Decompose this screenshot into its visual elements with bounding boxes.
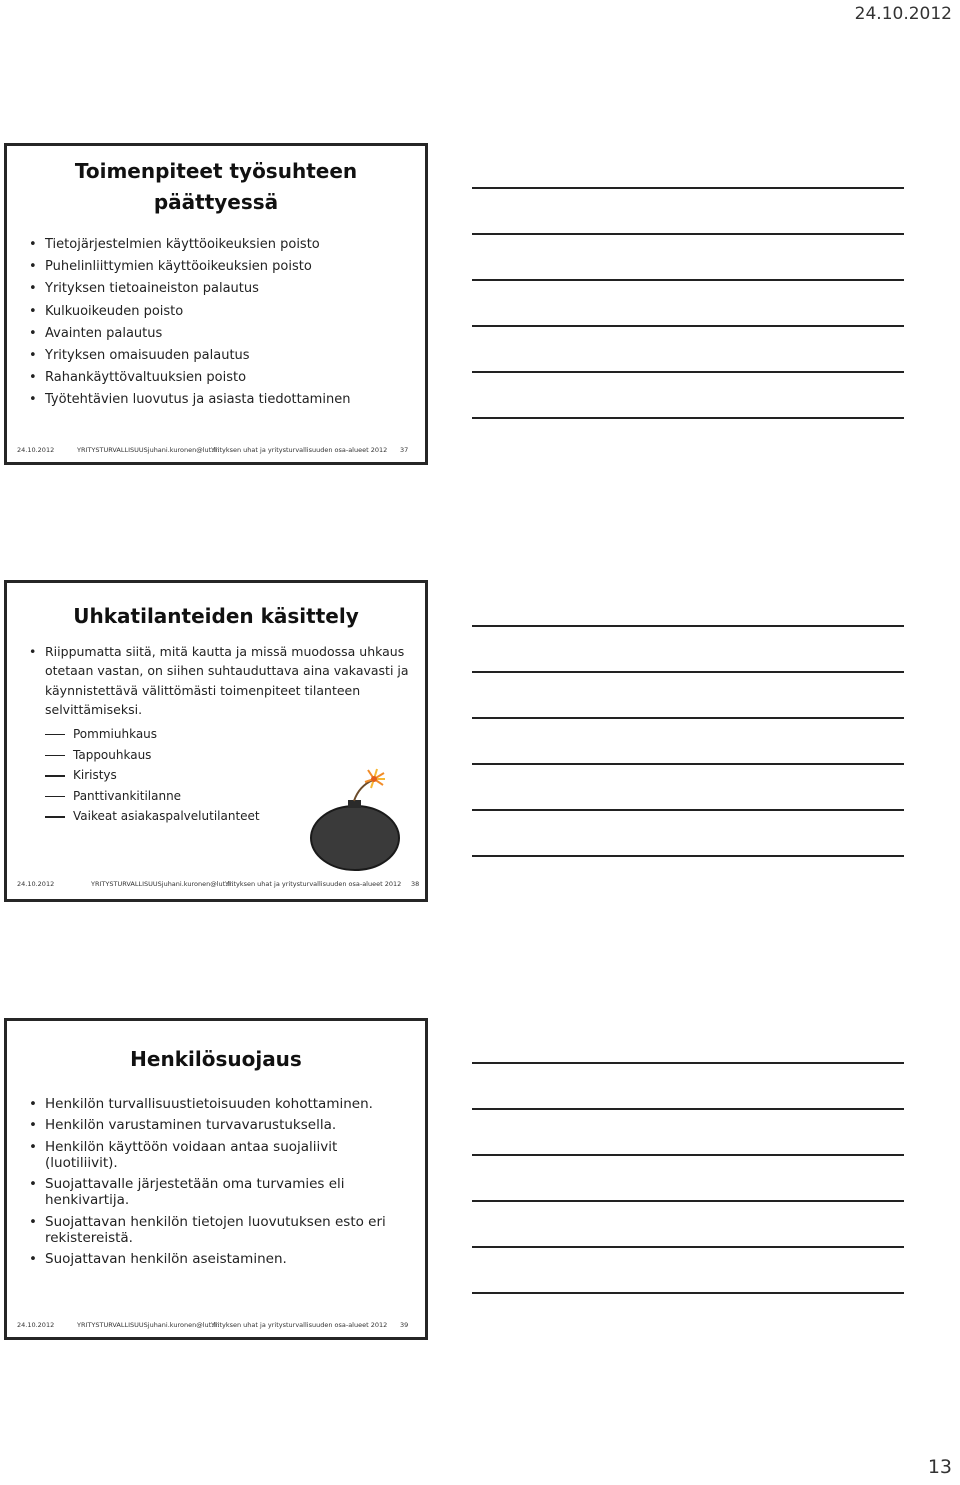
slide-37 bbox=[4, 143, 428, 465]
bullet-item: • Työtehtävien luovutus ja asiasta tiedottaminen bbox=[29, 389, 419, 411]
bullet-item: • Rahankäyttövaltuuksien poisto bbox=[29, 367, 419, 389]
bullet-list bbox=[29, 1096, 409, 1273]
bullet-item: • Suojattavalle järjestetään oma turvamies eli henkivartija. bbox=[29, 1176, 409, 1209]
footer-title: Yrityksen uhat ja yritysturvallisuuden osa-alueet 2012 bbox=[225, 880, 402, 888]
note-line bbox=[472, 1062, 904, 1064]
bullet-item: • Riippumatta siitä, mitä kautta ja missä muodossa uhkaus otetaan vastan, on siihen suhtauduttava aina vakavasti ja käynnistettävä välittömästi toimenpiteet tilanteen selvittämiseksi. bbox=[29, 642, 419, 720]
note-line bbox=[472, 717, 904, 719]
sub-item: Tappouhkaus bbox=[45, 745, 260, 766]
footer-org: YRITYSTURVALLISUUSjuhani.kuronen@lut.fi: bbox=[91, 880, 234, 888]
note-line bbox=[472, 1292, 904, 1294]
note-line bbox=[472, 1108, 904, 1110]
note-line bbox=[472, 809, 904, 811]
footer-org: YRITYSTURVALLISUUSjuhani.kuronen@lut.fi: bbox=[77, 446, 220, 454]
sub-item: Vaikeat asiakaspalvelutilanteet bbox=[45, 806, 260, 827]
slide-title: Uhkatilanteiden käsittely bbox=[73, 604, 359, 628]
slide-title: Henkilösuojaus bbox=[130, 1047, 302, 1071]
footer-date: 24.10.2012 bbox=[17, 1321, 55, 1329]
footer-title: Yrityksen uhat ja yritysturvallisuuden osa-alueet 2012 bbox=[211, 1321, 388, 1329]
slide-title-line-2: päättyessä bbox=[153, 190, 279, 214]
bullet-item: • Kulkuoikeuden poisto bbox=[29, 301, 419, 323]
footer-date: 24.10.2012 bbox=[17, 446, 55, 454]
bullet-item: • Puhelinliittymien käyttöoikeuksien poisto bbox=[29, 256, 419, 278]
note-line bbox=[472, 1154, 904, 1156]
note-line bbox=[472, 279, 904, 281]
note-line bbox=[472, 1246, 904, 1248]
note-line bbox=[472, 187, 904, 189]
bomb-icon bbox=[307, 768, 417, 878]
sub-item: Panttivankitilanne bbox=[45, 786, 260, 807]
slide-title-line-1: Toimenpiteet työsuhteen bbox=[74, 159, 358, 183]
note-line bbox=[472, 325, 904, 327]
page-number: 13 bbox=[927, 1456, 952, 1478]
footer-title: Yrityksen uhat ja yritysturvallisuuden osa-alueet 2012 bbox=[211, 446, 388, 454]
bullet-item: • Suojattavan henkilön aseistaminen. bbox=[29, 1251, 409, 1267]
note-line bbox=[472, 855, 904, 857]
slide-39 bbox=[4, 1018, 428, 1340]
note-line bbox=[472, 671, 904, 673]
bullet-item: • Tietojärjestelmien käyttöoikeuksien poisto bbox=[29, 234, 419, 256]
sub-item: Kiristys bbox=[45, 765, 260, 786]
footer-date: 24.10.2012 bbox=[17, 880, 55, 888]
note-line bbox=[472, 625, 904, 627]
footer-slide-number: 37 bbox=[400, 446, 409, 454]
bullet-item: • Suojattavan henkilön tietojen luovutuksen esto eri rekistereistä. bbox=[29, 1214, 409, 1247]
note-line bbox=[472, 233, 904, 235]
footer-org: YRITYSTURVALLISUUSjuhani.kuronen@lut.fi: bbox=[77, 1321, 220, 1329]
note-line bbox=[472, 417, 904, 419]
slide-title bbox=[7, 156, 425, 218]
bullet-item: • Yrityksen tietoaineiston palautus bbox=[29, 278, 419, 300]
bullet-item: • Henkilön varustaminen turvavarustuksella. bbox=[29, 1117, 409, 1133]
note-line bbox=[472, 371, 904, 373]
footer-slide-number: 39 bbox=[400, 1321, 409, 1329]
slide-38 bbox=[4, 580, 428, 902]
note-line bbox=[472, 763, 904, 765]
bullet-item: • Yrityksen omaisuuden palautus bbox=[29, 345, 419, 367]
bullet-item: • Avainten palautus bbox=[29, 323, 419, 345]
note-line bbox=[472, 1200, 904, 1202]
sub-item-list bbox=[45, 724, 260, 827]
page-date: 24.10.2012 bbox=[854, 4, 952, 24]
bullet-list bbox=[29, 642, 419, 720]
footer-slide-number: 38 bbox=[411, 880, 420, 888]
bullet-list bbox=[29, 234, 419, 412]
bullet-item: • Henkilön käyttöön voidaan antaa suojaliivit (luotiliivit). bbox=[29, 1139, 409, 1172]
sub-item: Pommiuhkaus bbox=[45, 724, 260, 745]
bullet-item: • Henkilön turvallisuustietoisuuden kohottaminen. bbox=[29, 1096, 409, 1112]
